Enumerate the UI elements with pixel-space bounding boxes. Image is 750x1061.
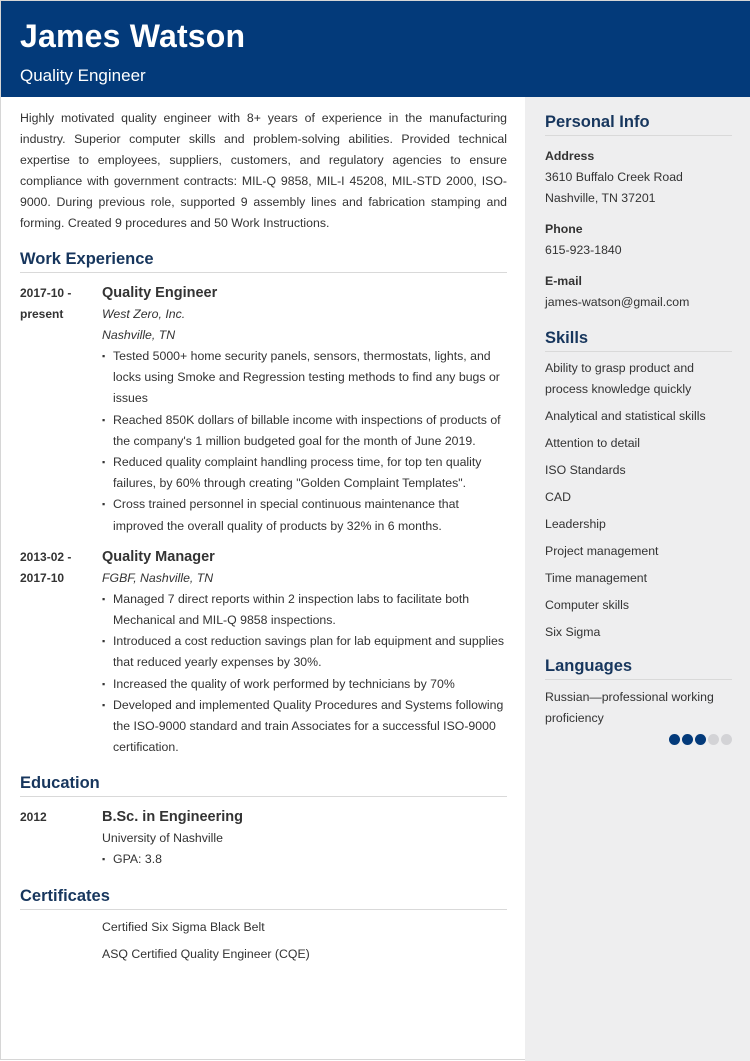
main-column bbox=[20, 97, 507, 968]
language-item: Russian—professional working proficiency bbox=[545, 689, 714, 725]
job-dates bbox=[20, 283, 102, 537]
email-label: E-mail bbox=[545, 274, 582, 288]
address-line-2: Nashville, TN 37201 bbox=[545, 191, 656, 205]
sidebar bbox=[525, 97, 750, 1061]
level-dot-filled bbox=[695, 734, 706, 745]
candidate-role: Quality Engineer bbox=[20, 66, 146, 85]
education-entry bbox=[20, 807, 507, 870]
education-bullet: ▪ GPA: 3.8 bbox=[102, 849, 507, 870]
job-bullet: ▪ Managed 7 direct reports within 2 inspection labs to facilitate both Mechanical and MIL-Q 9858 inspections. bbox=[102, 589, 507, 631]
job-bullet: ▪ Cross trained personnel in special continuous maintenance that improved the overall quality of products by 32% in 6 months. bbox=[102, 494, 507, 536]
certificates-list bbox=[20, 914, 507, 968]
education-heading: Education bbox=[20, 774, 507, 797]
job-bullets bbox=[102, 346, 507, 537]
job-bullet: ▪ Developed and implemented Quality Procedures and Systems following the ISO-9000 standard and train Associates for a successful ISO-9000 certification. bbox=[102, 695, 507, 759]
work-experience-heading: Work Experience bbox=[20, 250, 507, 273]
job-title: Quality Engineer bbox=[102, 285, 218, 301]
address-label: Address bbox=[545, 149, 595, 163]
level-dot-empty bbox=[708, 734, 719, 745]
skill-item: Computer skills bbox=[545, 598, 630, 612]
skill-item: Attention to detail bbox=[545, 436, 641, 450]
job-date-end: present bbox=[20, 307, 64, 321]
education-body bbox=[102, 807, 507, 870]
phone-value: 615-923-1840 bbox=[545, 243, 622, 257]
job-bullet: ▪ Reached 850K dollars of billable income with inspections of products of the company's 1 million budgeted goal for the month of June 2019. bbox=[102, 410, 507, 452]
skill-item: Ability to grasp product and process knowledge quickly bbox=[545, 360, 695, 396]
job-dates bbox=[20, 547, 102, 759]
level-dot-filled bbox=[669, 734, 680, 745]
candidate-name: James Watson bbox=[20, 18, 246, 54]
level-dot-empty bbox=[721, 734, 732, 745]
job-body bbox=[102, 283, 507, 537]
skill-item: CAD bbox=[545, 490, 571, 504]
skills-list bbox=[545, 358, 732, 644]
certificates-heading: Certificates bbox=[20, 887, 507, 910]
resume-header bbox=[1, 1, 750, 97]
job-entry bbox=[20, 547, 507, 759]
job-date-end: 2017-10 bbox=[20, 570, 65, 585]
education-bullets bbox=[102, 849, 507, 870]
job-bullet: ▪ Increased the quality of work performed by technicians by 70% bbox=[102, 674, 507, 695]
education-degree: B.Sc. in Engineering bbox=[102, 809, 243, 826]
job-company: West Zero, Inc. bbox=[102, 307, 186, 321]
job-company: FGBF, Nashville, TN bbox=[102, 570, 214, 585]
job-body bbox=[102, 547, 507, 759]
job-location: Nashville, TN bbox=[102, 328, 176, 342]
languages-heading: Languages bbox=[545, 657, 732, 680]
job-bullet: ▪ Tested 5000+ home security panels, sensors, thermostats, lights, and locks using Smoke and Regression testing methods to find any bugs or issues bbox=[102, 346, 507, 410]
language-level-rating bbox=[545, 734, 732, 745]
email-value: james-watson@gmail.com bbox=[545, 295, 690, 309]
address-line-1: 3610 Buffalo Creek Road bbox=[545, 170, 683, 184]
job-bullet: ▪ Reduced quality complaint handling process time, for top ten quality failures, by 60% through creating "Golden Complaint Templates". bbox=[102, 452, 507, 494]
skill-item: Six Sigma bbox=[545, 625, 601, 639]
skill-item: Analytical and statistical skills bbox=[545, 409, 706, 423]
skill-item: Time management bbox=[545, 571, 648, 585]
certificate-item: ASQ Certified Quality Engineer (CQE) bbox=[102, 946, 310, 961]
education-date: 2012 bbox=[20, 810, 47, 825]
job-date-start: 2013-02 - bbox=[20, 549, 72, 564]
job-entry bbox=[20, 283, 507, 537]
skill-item: Leadership bbox=[545, 517, 606, 531]
phone-label: Phone bbox=[545, 222, 583, 236]
skills-heading: Skills bbox=[545, 329, 732, 352]
certificate-item: Certified Six Sigma Black Belt bbox=[102, 919, 265, 934]
skill-item: Project management bbox=[545, 544, 659, 558]
job-bullets bbox=[102, 589, 507, 759]
level-dot-filled bbox=[682, 734, 693, 745]
job-date-start: 2017-10 - bbox=[20, 286, 72, 300]
skill-item: ISO Standards bbox=[545, 463, 626, 477]
summary-text: Highly motivated quality engineer with 8+ years of experience in the manufacturing industry. Superior computer skills and problem-solving abilities. Provided technical expertise to employees, suppliers, customers, and regulatory agencies to ensure compliance with government contracts: MIL-Q 9858, MIL-I 45208, MIL-STD 2000, ISO-9000. During previous role, supported 9 assembly lines and fabrication stamping and forming. Created 9 procedures and 50 Work Instructions. bbox=[20, 111, 507, 230]
personal-info-heading: Personal Info bbox=[545, 113, 732, 136]
education-school: University of Nashville bbox=[102, 831, 223, 846]
job-title: Quality Manager bbox=[102, 548, 215, 565]
job-bullet: ▪ Introduced a cost reduction savings plan for lab equipment and supplies that reduced yearly expenses by 30%. bbox=[102, 631, 507, 673]
